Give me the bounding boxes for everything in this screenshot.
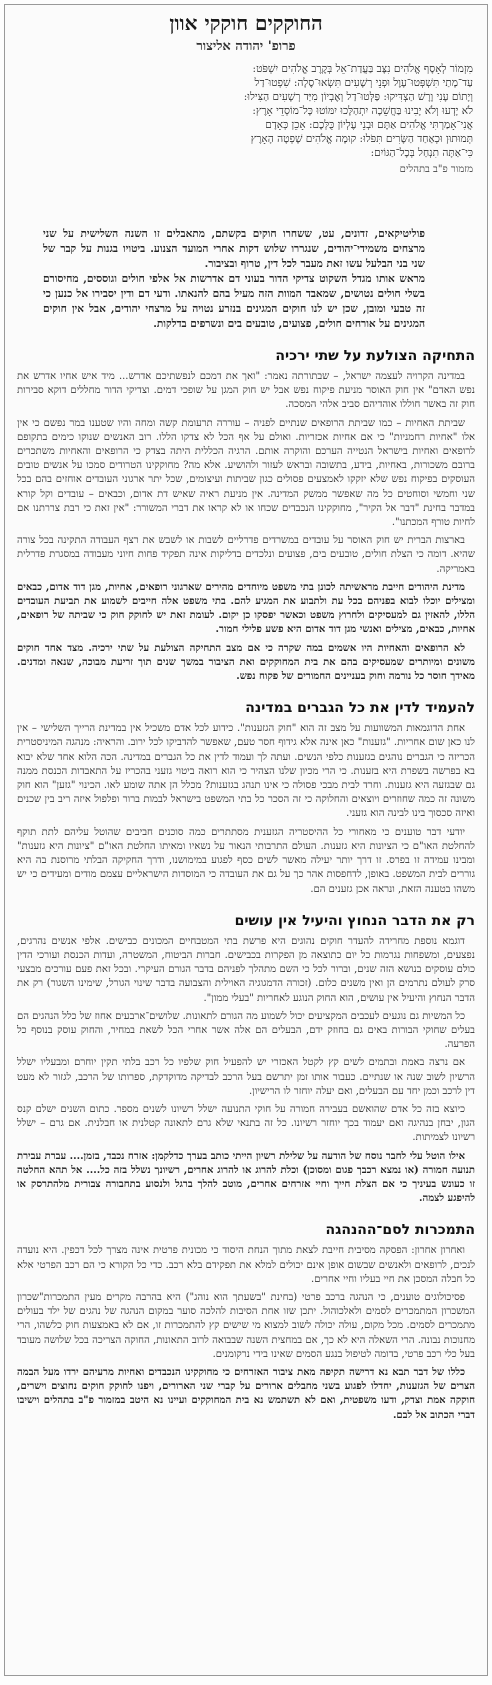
- article-title: החוקקים חוקקי אוון: [169, 11, 323, 35]
- section-heading: להעמיד לדין את כל הגברים במדינה: [245, 700, 475, 717]
- section-body: [17, 1244, 475, 1422]
- psalm-line: כִּי־אַתָּה תִנְחַל בְּכָל־הַגּוֹיִם:: [370, 147, 473, 159]
- body-paragraph: שביתת האחיות – כמו שביתת הרופאים שנתיים לפניה – עוררה תרעומת קשה ומחה והיו שטענו במר נפשם כי אין אלו "אחיות רחמניות" כי אם אחיות אכזריות. ואולם על אף הכל לא צדקו הללו. רוב האנשים שנוקו כימים בתקופם לרופאים ואחיות בישראל הנטייה הערכם והוקרה אותם. הרגיה הכללית היתה בצדק כי הרופאים והאחיות משתכרים ברובם משכורות, באחיות, בידע, בתשובה ובראש לעזור ולהושיע. אלא מה? מחוקקינו הטרודים סמכו על אנשים טובים העוסקים בפיקוח נפש שלא יזקקו לאמצעים פסולים כגון שביתות ועיצומים, שכל יתר ארגוני העובדים אוחזים בהם בכל שני וחמשי וסוחטים כל מה שאפשר ממשק המדינה. אין מניעת ראיה שאיש דת אדום, וכבאים – עובדים וקל קורא במדבר בחינת "דבר אל הקיר", מחוקקינו הנכבדים שכחו או לא קראו את דברי המשורר: "אין זאת כי רבת צררתנו אם לחיות טורף המכתנו".: [17, 417, 475, 529]
- section-heading: התחיקה הצולעת על שתי ירכיה: [275, 348, 475, 364]
- body-paragraph: כל המשיות גם נוגעים לעכבים המקציעים יכול לשמוע מה הגורם לתאונות. שלושים־ארבעים אחוז של כלל הנהגים הם בעלים שחוקי הבורות באים גם בחוזק ידם, הבעלים הם אלה אשר אחרי הכל לשאת במחיר, והחוק עוסק בנוסף כל הפרעה.: [17, 1010, 475, 1051]
- intro-paragraph: פוליטיקאים, זדונים, עט, ששחרו חוקים בקשתם, מתאבלים זו השנה השלישית על שני מרצחים משמידי־יהודים, שנגררו שלוש דקות אחרי המועד הצנוע. ביטויו בגנות על קבר של שני בני הבלעל עשו זאת מעבר לכל דין, טרוף ובציבור.: [43, 228, 425, 270]
- body-paragraph: ואחרון אחרון: הפסקה מסיבית חייבת לצאת מתוך הנחת היסוד כי מכונית פרטית אינה מצרך לכל דכפין. היא נועדה לנכים, לרופאים ולאנשים שבשום אופן אינם יכולים למלא את תפקידם בלא רכב. כדי כל הקורא כי הם רכב הפרטי אלא כל חבלה המסכן את חיי בעליו וחיי אחרים.: [17, 1245, 475, 1285]
- article-intro: [43, 227, 425, 332]
- article-author: פרופ' יהודה אליצור: [196, 39, 296, 54]
- body-paragraph: כללו של דבר תבא נא דרישה תקיפה מאת ציבור האזרחים כי מחוקקינו הנכבדים ואחיות מרעיהם ירדו מעל הבמה הצרים של הגזענות, יחדלו לפגוע בשני מחבלים ארורים על קברי שני הארורים, ויפנו לחוקק חוקים נחוצים וישרים, חוקקה אמת וצדק, ודעו משפטית, ואם לא תשתמש נא בית המחוקקים ועיינו נא היטב במזמור פ"ב בתהלים וישיבו דברי הכתוב אל לבם.: [17, 1366, 475, 1421]
- body-paragraph: דוגמא נוספת מחרידה להעדר חוקים נהוגים היא פרשת בתי המטבחיים המכונים כבישים. אלפי אנשים נהרגים, נפצעים, ומשפחות נגרמות כל יום כתוצאה מן הפקרות בכבישים. חברות הביטוח, המשטרה, ועדות הכנסת ועורכי הדין כולם עוסקים בנושא הזה שנים, וברור לכל כי השם מתהלך לפניהם בדבר הגורם העיקרי. ובכל זאת פעם עורכים מבצעי סרק לעולם נתרמים הן ואין משנים כלום. (זכורה הדמגוגיה האוילית והצבועה בדבר שינוי הגורל, שימינו השגור) רק את הדבר הנחוץ והיעיל אין עושים, הוא החוק הנוגע לאחריות "בעלי ממון".: [17, 935, 475, 1004]
- body-paragraph: כיוצא בזה כל אדם שהואשם בעבירה חמורה על חוקי התנועה ישלל רשיונו לשנים מספר. כתום השנים ישלם קנס הגון, יבחן בנהיגה ואם יעמוד בכך יוחזר רשיונו. כל זה בתנאי שלא גרם לתאונה קטלנית או חבלנית. אם גרם – ישלל רשיונו לצמיתות.: [17, 1103, 475, 1144]
- article-body: [5, 348, 487, 1423]
- section-heading: התמכרות לסם־ההנהגה: [325, 1222, 475, 1239]
- body-paragraph: פסיכולוגים טוענים, כי הנהגה ברכב פרטי (בחינת "בשעתך הוא נוהג") היא בהרבה מקרים מעין התמכרות"שכרון המשכרון המתמכרים לסמים ולאלכוהול. יתכן שזו אחת הסיבות להלכה סוער במקום הנהגה של נהגים של ילד בעולים מתמכרים לסמים. מכל מקום, עולה יכולה לשוב למצוא מי שישים קץ להתמכרות זו, אם לא באמצעות חוק כלשהו, הרי מחנוכות נבונה. הרי השאלה היא לא כך, אם במחצית השנה שבבואה לרוב התאונות, החוקה הצריכה בכל שלושה מעובד בעל כלי רכב פרטי, בדומה לטיפול בנגע הסמים שאינו בידי נרקומנים.: [17, 1291, 475, 1360]
- psalm-line: עַד־מָתַי תִּשְׁפְּטוּ־עָוֶל וּפְנֵי רְשָׁעִים תִּשְׂאוּ־סֶלָה: שִׁפְטוּ־דַל: [254, 77, 473, 89]
- body-paragraph: מדינת היהודים חייבת מראשיתה לכונן בתי משפט מיוחדים מהירים שארגוני רופאים, אחיות, מגן דוד אדום, כבאים ומצילים יוכלו לבוא בפניהם בכל עת ולתבוע את המגיע להם. בתי משפט אלה חייבים לשמוע את תביעת העובדים הללו, להאזין גם למעסיקים ולחרוץ משפט וכאשר יפסקו כן יקום. לעומת זאת יש לחוקק חוק כי שביתה של רופאים, אחיות, כבאים, מצילים ואנשי מגן דוד אדום היא פשע פלילי חמור.: [17, 581, 475, 636]
- section-heading: רק את הדבר הנחוץ והיעיל אין עושים: [234, 912, 475, 929]
- psalm-line: וְיָתוֹם עָנִי וָרָשׁ הַצְדִּיקוּ: פַּלְּטוּ־דַל וְאֶבְיוֹן מִיַּד רְשָׁעִים הַצִּילוּ:: [243, 91, 473, 103]
- body-paragraph: יודעי דבר טוענים כי מאחורי כל ההיסטריה הגזענית מסתתרים כמה סוכנים חביבים שהוטל עליהם לתת תוקף להחלטת האו"ם כי הציונות היא גזענות. העולם התרבותי הנאור על נשאיו ומאיתו החלטת האו"ם "ציונות היא גזענות" ומבינו עמידה זו בפרס. זו דרך יותר יעילה מאשר לשים כסף לפגוע במימושנו, ודרך החקיקה הבלתי מרוסנת בה היא גוררים לבית המשפט. באופן, לדחפסות אהר כך על גם את העובדה כי המוסדות הישראליים עצמם מודים ומעידים כי יש משהו בטענה הזאת, ונראה אכן גזענים הם.: [17, 826, 475, 895]
- section-body: [17, 722, 475, 896]
- body-paragraph: אילו הוטל עלי לחבר נוסח של הודעה על שלילת רשיון הייתי כותב בערך כדלקמן: אזרח נכבד, בזמן.... עברת עבירת תנועה חמורה (או נמצא רכבך פגום ומסוכן) וכלת להרוג או להרוג אחרים, רשיונך נשלל בזה כל.... אל תהא החלטה זו כעונש בעיניך כי אם הצלת חייך וחיי אזרחים אחרים, מוטב להלך ברגל ולנסוע בתחבורה צבורית מלהתרסק או להיפגע לצמה.: [17, 1150, 475, 1205]
- body-paragraph: אם נרצה באמת ובתמים לשים קץ לקטל האכזרי יש להפעיל חוק שלפיו כל רכב בלתי תקין יוחרם ומבעליו ישלל הרשיון לשוב שנה או שנתיים. כעבור אותו זמן יתרשם בעל הרכב לבדיקה מדוקדקת, ספרותו של הרכב, לגזור לא מעט דין לרכב וכמן יחד עם הבעלים, ואם יעלה יוחזר לו הרישיון.: [17, 1057, 475, 1097]
- psalm-source: מזמור פ"ב בתהלים: [399, 164, 473, 175]
- section-body: [17, 370, 475, 684]
- psalm-quote: [105, 62, 473, 160]
- psalm-line: תְּמוּתוּן וּכְאַחַד הַשָּׂרִים תִּפֹּלוּ: קוּמָה אֱלֹהִים שָׁפְטָה הָאָרֶץ: [250, 133, 473, 145]
- psalm-line: מִזְמוֹר לְאָסָף אֱלֹהִים נִצָּב בַּעֲדַת־אֵל בְּקֶרֶב אֱלֹהִים יִשְׁפֹּט:: [252, 63, 473, 75]
- psalm-line: אֲנִי־אָמַרְתִּי אֱלֹהִים אַתֶּם וּבְנֵי עֶלְיוֹן כֻּלְּכֶם: אָכֵן כְּאָדָם: [265, 119, 473, 131]
- body-paragraph: לא הרופאים והאחיות היו אשמים במה שקרה כי אם מצב התחיקה הצולעת על שתי ירכיה. מצד אחד חוקים משונים ומיותרים שמעסיקים בהם את בית המחוקקים ואת הציבור במשך שנים תוך זריעת מבוכה, שנאה ומדנים. מאידך חוסר כל נורמה וחוק בעניינים החמורים של פקוח נפש.: [17, 642, 475, 683]
- body-paragraph: במדינה הקרויה לעצמה ישראל, – שבתורתה נאמר: "ואך את דמכם לנפשתיכם אדרש... מיד איש אחיו אדרש את נפש האדם" אין חוק האוסר מניעת פיקוח נפש אבל יש חוק המגן על שופכי דמים. וצדיקי הדור מחללים דוקא סבירות חוק זה באשר חוללו אוהדיהם סביב אלהי המסכה.: [17, 371, 475, 411]
- body-paragraph: אחת הדוגמאות המשוועות על מצב זה הוא "חוק הגזענות". כידוע לכל אדם משכיל אין במדינת הרייך השלישי – אין לנו כאן שום אחריות. "גזענות" כאן אינה אלא גידוף חסר טעם, שאפשר להדביקו לכל ירוב. והראיה: מנהגה המיניסטרית הכריזה כי הגברים נוהגים בגזענות כלפי הנשים. ועתה לך ועמוד לדין את כל הגברים במדינה. הכה הלוא אחד שלא יבוא בא בפרשה בשפרת היא בזענות. כי הרי מכיון שלנו הצהיר כי הוא רואה ביטוי גזעני בהכריז על התאבדות הכנסת ממנה גם שבגזעה היא גזענות. וחרד לבית מבכי פסולה כי אינו תנהג בגזענות? מכלל הן אתה שומע לאו. הכינוי "גזען" הוא חוק משונה זה כמה שחוזרים ויוצאים והחלוקה כי זה הסכר כל בתי המשפט בישראל לבמות ברור ופלפול איזה ריב בין שכנים ואיזה סכסוך בינו לבינה הוא גזעני.: [17, 723, 475, 820]
- section-body: [17, 935, 475, 1207]
- intro-paragraph: מראש אותו מגדל השקוט צדיקי הדור בעוני דם אדרשות אל אלפי חולים וגוססים, מחיסורם בשלי חולים נטושים, שמאבד המוות הזה מעיל בהם להנאתו. ודעי דם ודין יסבירו אל כנען כי זה טבעי ומובן, שכן יש לנו חוקים המגינים בנזרע נטויה על מרצחי יהודים, אבל אין חוקים המגינים על אורחים חולים, פצועים, טובעים בים ונשרפים בדלקות.: [43, 273, 425, 330]
- psalm-line: לֹא יָדְעוּ וְלֹא יָבִינוּ בַּחֲשֵׁכָה יִתְהַלָּכוּ יִמּוֹטוּ כָּל־מוֹסְדֵי אָרֶץ:: [252, 105, 473, 117]
- article-page: [4, 4, 488, 1676]
- body-paragraph: בארצות הברית יש חוק האוסר על עובדים במשרדים פדרליים לשבות או לשבש את רצף העבודה התקינה בכל צורה שהיא. דומה כי הצלת חולים, טובעים בים, פצועים ונלכדים בדליקות אינה תפקיד פחות חיוני מעבודה במסגרת פדרלית באמריקה.: [17, 535, 475, 575]
